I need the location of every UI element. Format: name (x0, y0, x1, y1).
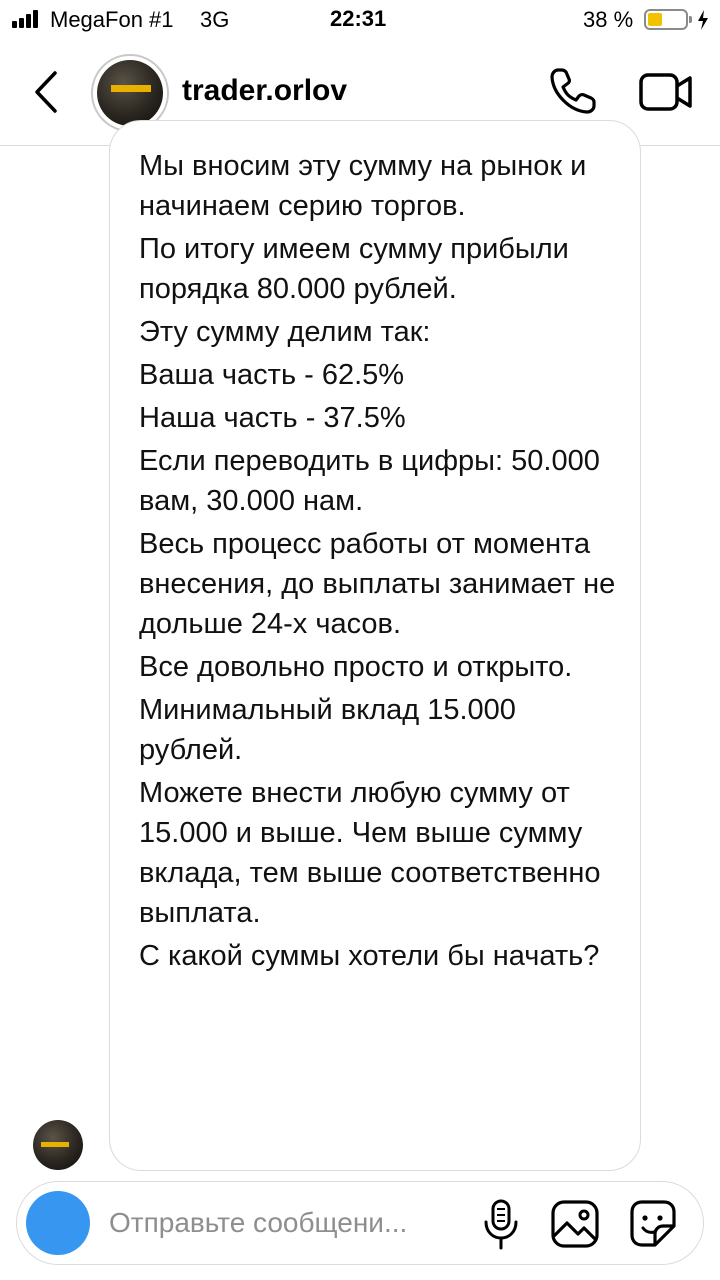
chat-username[interactable]: trader.orlov (182, 74, 348, 107)
message-line: Минимальный вклад 15.000 рублей. (139, 694, 516, 766)
message-line: По итогу имеем сумму прибыли порядка 80.000 рублей. (139, 233, 569, 305)
message-line: Ваша часть - 62.5% (139, 359, 405, 391)
message-composer (16, 1181, 704, 1265)
message-line: Если переводить в цифры: 50.000 вам, 30.000 нам. (139, 445, 600, 517)
carrier-name: MegaFon #1 (50, 7, 174, 32)
battery-icon (644, 9, 688, 30)
message-line: Весь процесс работы от момента внесения, до выплаты занимает не дольше 24-х часов. (139, 528, 616, 640)
microphone-icon[interactable] (481, 1198, 521, 1252)
status-time: 22:31 (330, 6, 387, 31)
avatar-logo (111, 85, 151, 92)
sticker-icon[interactable] (627, 1198, 679, 1250)
battery-percent: 38 % (583, 7, 634, 32)
avatar-logo (41, 1142, 69, 1147)
message-line: С какой суммы хотели бы начать? (139, 940, 600, 972)
signal-strength-icon (12, 10, 44, 28)
avatar-image (97, 60, 163, 126)
status-bar (0, 0, 720, 40)
message-line: Можете внести любую сумму от 15.000 и выше. Чем выше сумму вклада, тем выше соответственно выплата. (139, 777, 601, 929)
battery-level-fill (648, 13, 662, 26)
chevron-left-icon (32, 70, 60, 114)
charging-icon (696, 9, 710, 31)
message-line: Мы вносим эту сумму на рынок и начинаем серию торгов. (139, 150, 587, 222)
image-icon[interactable] (549, 1198, 601, 1250)
message-line: Наша часть - 37.5% (139, 402, 406, 434)
message-line: Эту сумму делим так: (139, 316, 431, 348)
video-camera-icon[interactable] (636, 64, 696, 120)
message-input[interactable] (109, 1202, 459, 1244)
camera-button[interactable] (26, 1191, 90, 1255)
message-text (139, 146, 619, 979)
camera-icon (26, 1191, 90, 1255)
message-line: Все довольно просто и открыто. (139, 651, 573, 683)
back-button[interactable] (18, 62, 74, 122)
network-type: 3G (200, 7, 230, 32)
sender-avatar[interactable] (33, 1120, 83, 1170)
phone-icon[interactable] (544, 64, 600, 120)
